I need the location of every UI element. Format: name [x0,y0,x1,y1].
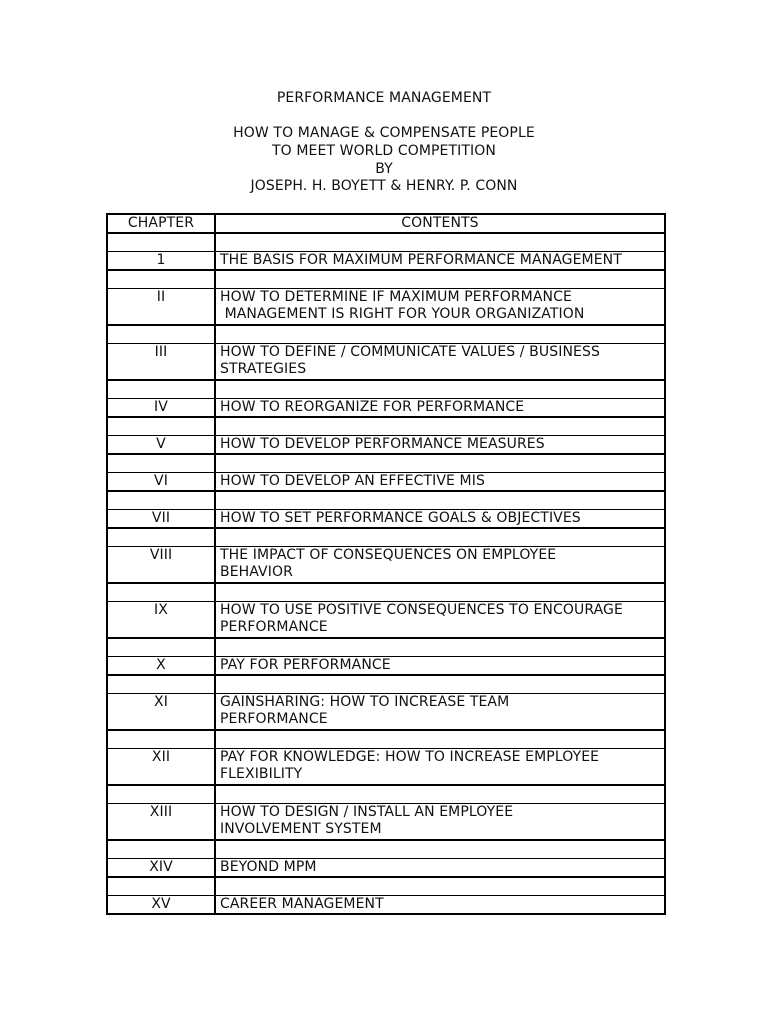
table-spacer-row [107,454,665,473]
spacer-cell [215,638,665,657]
chapter-title: THE BASIS FOR MAXIMUM PERFORMANCE MANAGEMENT [215,252,665,271]
spacer-cell [107,491,215,510]
chapter-title: PAY FOR PERFORMANCE [215,657,665,676]
spacer-cell [215,270,665,289]
chapter-title: THE IMPACT OF CONSEQUENCES ON EMPLOYEE BEHAVIOR [215,547,665,584]
document-title: PERFORMANCE MANAGEMENT [276,90,492,106]
chapter-title: PAY FOR KNOWLEDGE: HOW TO INCREASE EMPLOYEE FLEXIBILITY [215,749,665,786]
column-header-chapter: CHAPTER [107,214,215,233]
table-spacer-row [107,528,665,547]
spacer-cell [215,877,665,896]
table-spacer-row [107,417,665,436]
spacer-cell [215,528,665,547]
chapter-title: HOW TO DEVELOP PERFORMANCE MEASURES [215,436,665,455]
spacer-cell [215,675,665,694]
table-row [107,859,665,878]
document-authors: JOSEPH. H. BOYETT & HENRY. P. CONN [250,178,518,194]
chapter-number: XIII [107,804,215,841]
spacer-cell [215,785,665,804]
spacer-cell [107,675,215,694]
table-spacer-row [107,583,665,602]
spacer-cell [107,380,215,399]
table-spacer-row [107,491,665,510]
table-spacer-row [107,877,665,896]
spacer-cell [215,730,665,749]
spacer-cell [215,380,665,399]
chapter-title: HOW TO DEVELOP AN EFFECTIVE MIS [215,473,665,492]
table-row [107,344,665,381]
contents-table-body [107,214,665,914]
chapter-number: II [107,289,215,326]
chapter-title: GAINSHARING: HOW TO INCREASE TEAM PERFORMANCE [215,694,665,731]
chapter-number: XV [107,896,215,915]
chapter-number: 1 [107,252,215,271]
spacer-cell [107,877,215,896]
chapter-title: CAREER MANAGEMENT [215,896,665,915]
table-spacer-row [107,233,665,252]
table-row [107,399,665,418]
document-subtitle-line1: HOW TO MANAGE & COMPENSATE PEOPLE [233,125,535,141]
chapter-title: HOW TO USE POSITIVE CONSEQUENCES TO ENCOURAGE PERFORMANCE [215,602,665,639]
spacer-cell [215,233,665,252]
table-spacer-row [107,840,665,859]
chapter-number: VII [107,510,215,529]
spacer-cell [107,325,215,344]
spacer-cell [107,454,215,473]
chapter-title: HOW TO SET PERFORMANCE GOALS & OBJECTIVES [215,510,665,529]
document-byline: BY [375,161,393,177]
table-row [107,749,665,786]
spacer-cell [107,528,215,547]
spacer-cell [107,730,215,749]
spacer-cell [215,325,665,344]
table-row [107,547,665,584]
chapter-number: VIII [107,547,215,584]
chapter-number: V [107,436,215,455]
table-row [107,473,665,492]
chapter-number: IV [107,399,215,418]
spacer-cell [107,840,215,859]
table-row [107,694,665,731]
spacer-cell [107,417,215,436]
table-spacer-row [107,785,665,804]
chapter-title: HOW TO DETERMINE IF MAXIMUM PERFORMANCE MANAGEMENT IS RIGHT FOR YOUR ORGANIZATION [215,289,665,326]
column-header-contents: CONTENTS [215,214,665,233]
chapter-number: IX [107,602,215,639]
spacer-cell [215,583,665,602]
table-spacer-row [107,270,665,289]
spacer-cell [215,417,665,436]
spacer-cell [215,840,665,859]
table-row [107,289,665,326]
spacer-cell [107,233,215,252]
chapter-number: III [107,344,215,381]
contents-table [106,213,666,915]
table-row [107,436,665,455]
chapter-title: HOW TO DEFINE / COMMUNICATE VALUES / BUSINESS STRATEGIES [215,344,665,381]
spacer-cell [107,638,215,657]
spacer-cell [107,785,215,804]
table-row [107,252,665,271]
table-spacer-row [107,380,665,399]
table-header-row [107,214,665,233]
table-spacer-row [107,730,665,749]
table-spacer-row [107,325,665,344]
chapter-title: HOW TO REORGANIZE FOR PERFORMANCE [215,399,665,418]
table-row [107,510,665,529]
table-row [107,602,665,639]
spacer-cell [215,454,665,473]
chapter-number: XI [107,694,215,731]
table-row [107,896,665,915]
chapter-title: HOW TO DESIGN / INSTALL AN EMPLOYEE INVOLVEMENT SYSTEM [215,804,665,841]
chapter-number: XIV [107,859,215,878]
document-subtitle-line2: TO MEET WORLD COMPETITION [272,143,496,159]
table-row [107,804,665,841]
chapter-title: BEYOND MPM [215,859,665,878]
table-spacer-row [107,675,665,694]
table-spacer-row [107,638,665,657]
spacer-cell [215,491,665,510]
table-row [107,657,665,676]
chapter-number: X [107,657,215,676]
chapter-number: VI [107,473,215,492]
chapter-number: XII [107,749,215,786]
spacer-cell [107,583,215,602]
spacer-cell [107,270,215,289]
